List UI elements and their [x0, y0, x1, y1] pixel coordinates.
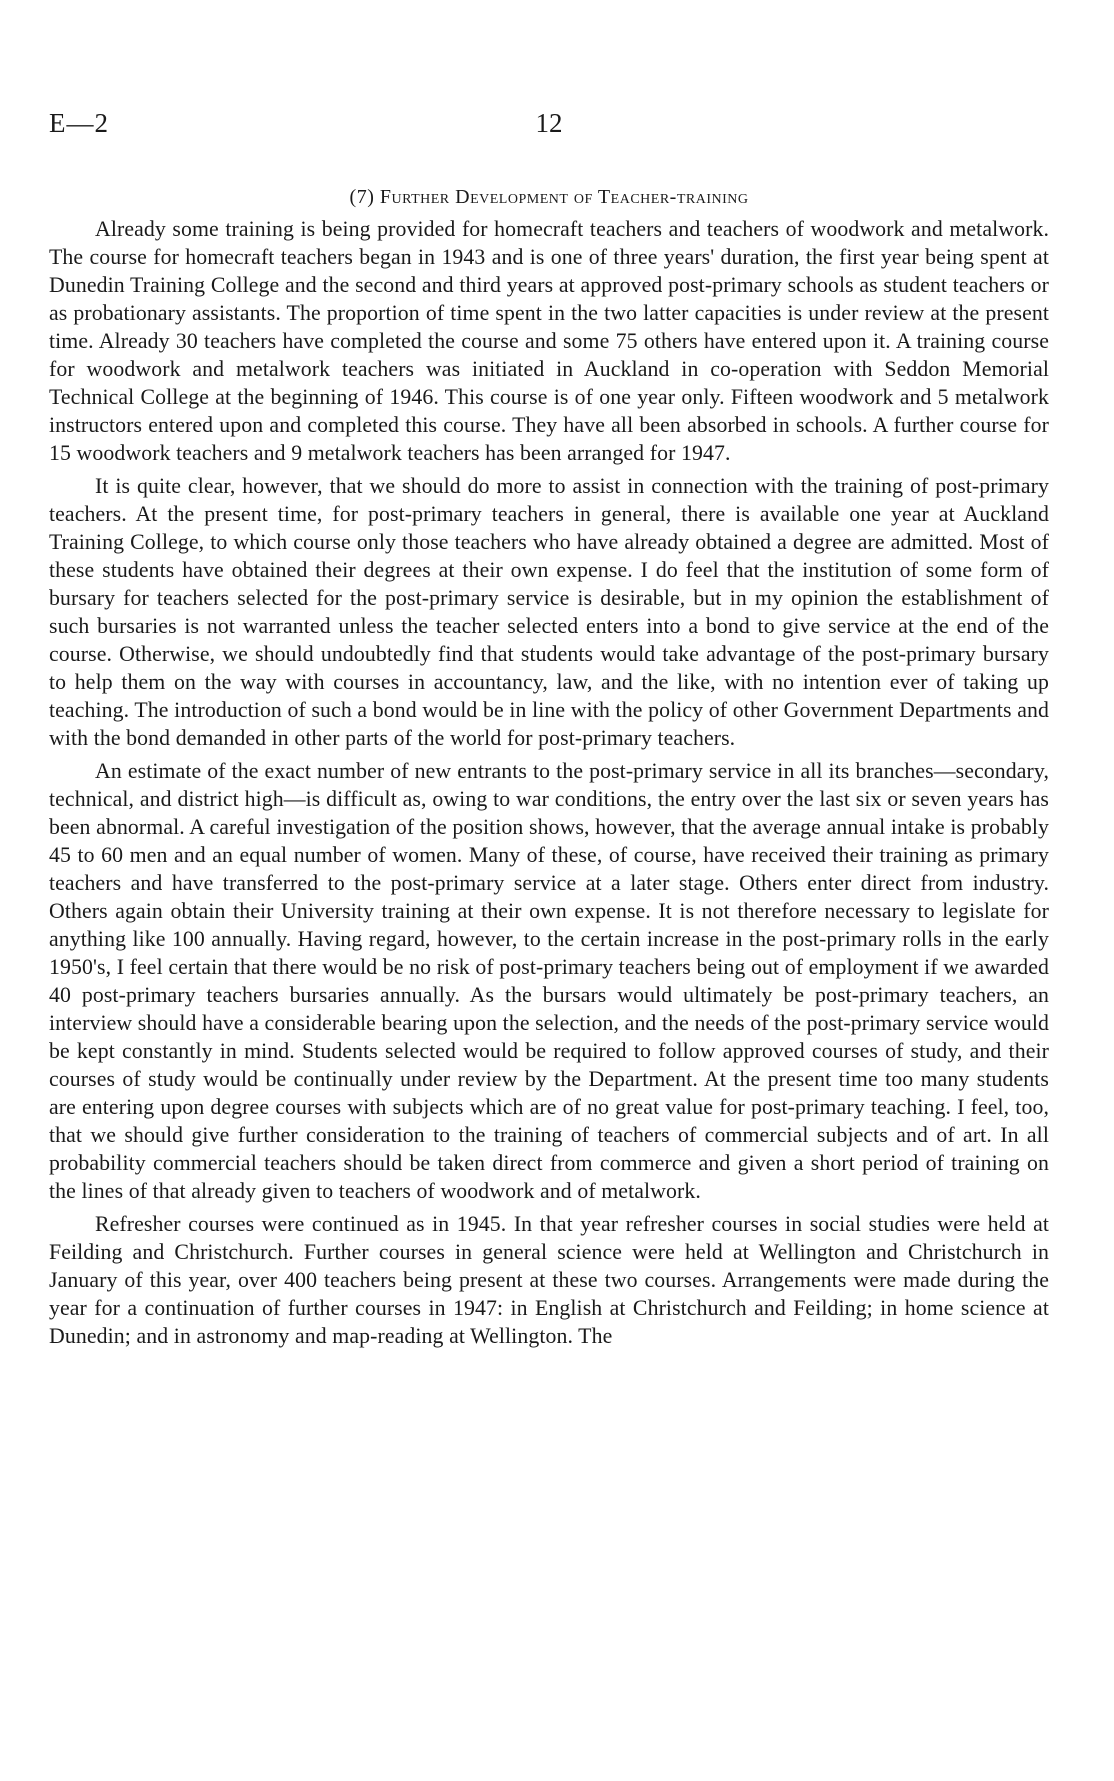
paragraph: An estimate of the exact number of new entrants to the post-primary service in all its branches—secondary, technical, and district high—is difficult as, owing to war conditions, the entry over the last six or seven years has been abnormal. A careful investigation of the position shows, however, that the average annual intake is probably 45 to 60 men and an equal number of women. Many of these, of course, have received their training as primary teachers and have transferred to the post-primary service at a later stage. Others enter direct from industry. Others again obtain their University training at their own expense. It is not therefore necessary to legislate for anything like 100 annually. Having regard, however, to the certain increase in the post-primary rolls in the early 1950's, I feel certain that there would be no risk of post-primary teachers being out of employment if we awarded 40 post-primary teachers bursaries annually. As the bursars would ultimately be post-primary teachers, an interview should have a considerable bearing upon the selection, and the needs of the post-primary service would be kept constantly in mind. Students selected would be required to follow approved courses of study, and their courses of study would be continually under review by the Department. At the present time too many students are entering upon degree courses with subjects which are of no great value for post-primary teaching. I feel, too, that we should give further consideration to the training of teachers of commercial subjects and of art. In all probability commercial teachers should be taken direct from commerce and given a short period of training on the lines of that already given to teachers of woodwork and of metalwork. [49, 759, 1049, 1203]
document-page [49, 108, 1049, 1350]
page-number: 12 [535, 108, 563, 138]
body-text [49, 215, 1049, 1350]
paragraph: Already some training is being provided for homecraft teachers and teachers of woodwork and metalwork. The course for homecraft teachers began in 1943 and is one of three years' duration, the first year being spent at Dunedin Training College and the second and third years at approved post-primary schools as student teachers or as probationary assistants. The proportion of time spent in the two latter capacities is under review at the present time. Already 30 teachers have completed the course and some 75 others have entered upon it. A training course for woodwork and metalwork teachers was initiated in Auckland in co-operation with Seddon Memorial Technical College at the beginning of 1946. This course is of one year only. Fifteen woodwork and 5 metalwork instructors entered upon and completed this course. They have all been absorbed in schools. A further course for 15 woodwork teachers and 9 metalwork teachers has been arranged for 1947. [49, 217, 1049, 465]
report-code: E—2 [49, 108, 109, 138]
section-heading: (7) Further Development of Teacher-training [349, 186, 749, 208]
paragraph: Refresher courses were continued as in 1945. In that year refresher courses in social studies were held at Feilding and Christchurch. Further courses in general science were held at Wellington and Christchurch in January of this year, over 400 teachers being present at these two courses. Arrangements were made during the year for a continuation of further courses in 1947: in English at Christchurch and Feilding; in home science at Dunedin; and in astronomy and map-reading at Wellington. The [49, 1212, 1049, 1348]
page-header [49, 108, 1049, 148]
paragraph: It is quite clear, however, that we should do more to assist in connection with the training of post-primary teachers. At the present time, for post-primary teachers in general, there is available one year at Auckland Training College, to which course only those teachers who have already obtained a degree are admitted. Most of these students have obtained their degrees at their own expense. I do feel that the institution of some form of bursary for teachers selected for the post-primary service is desirable, but in my opinion the establishment of such bursaries is not warranted unless the teacher selected enters into a bond to give service at the end of the course. Otherwise, we should undoubtedly find that students would take advantage of the post-primary bursary to help them on the way with courses in accountancy, law, and the like, with no intention ever of taking up teaching. The introduction of such a bond would be in line with the policy of other Government Departments and with the bond demanded in other parts of the world for post-primary teachers. [49, 474, 1049, 750]
